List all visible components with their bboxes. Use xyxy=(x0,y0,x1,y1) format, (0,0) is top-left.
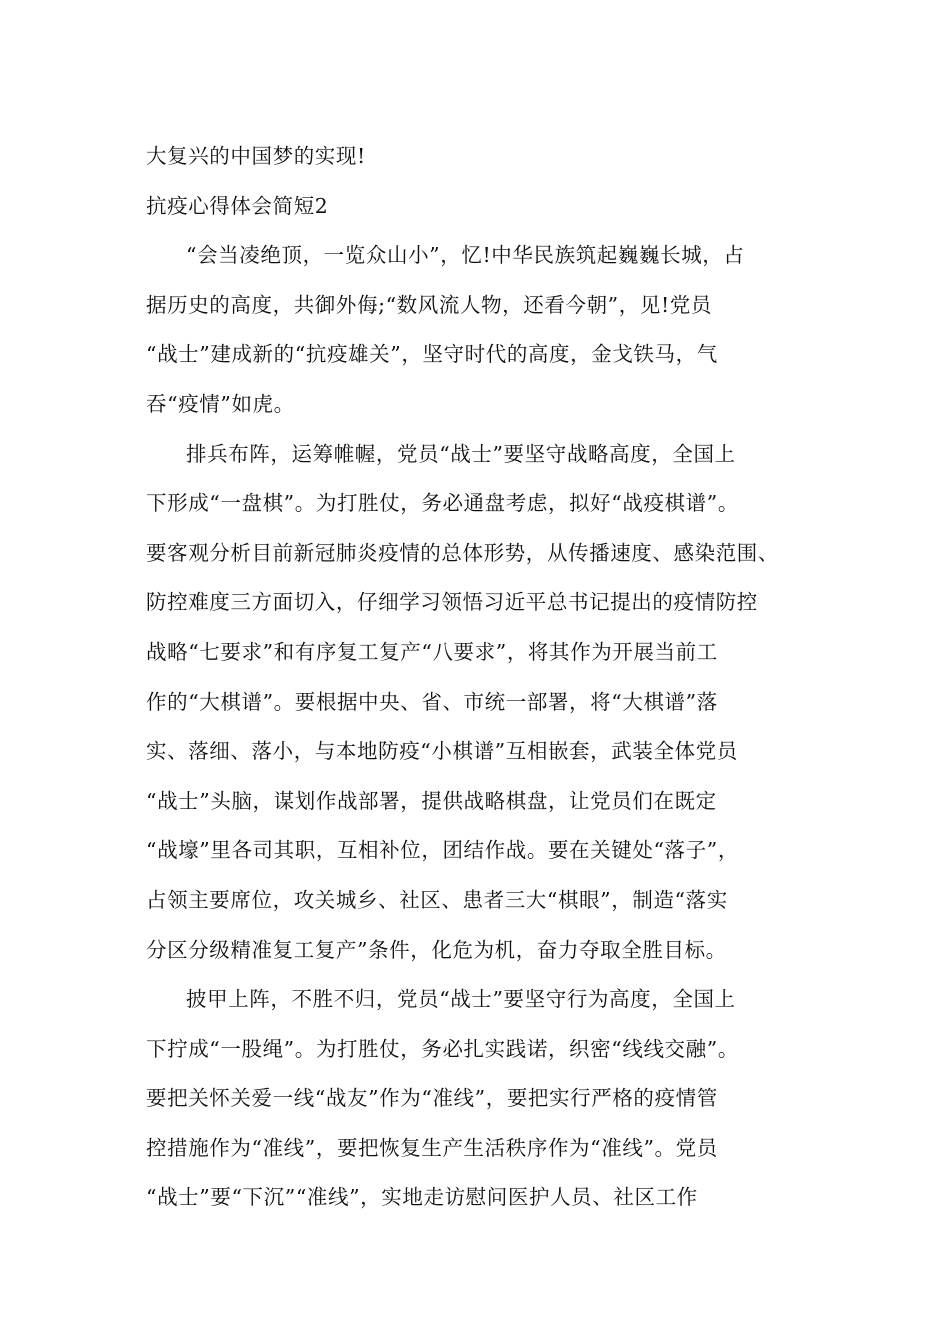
section-heading: 抗疫心得体会简短2 xyxy=(146,193,329,218)
paragraph-3-line: 要把关怀关爱一线“战友”作为“准线”，要把实行严格的疫情管 xyxy=(146,1086,718,1111)
paragraph-2-line: 防控难度三方面切入，仔细学习领悟习近平总书记提出的疫情防控 xyxy=(146,590,758,615)
paragraph-3-line: 下拧成“一股绳”。为打胜仗，务必扎实践诺，织密“线线交融”。 xyxy=(146,1036,739,1061)
paragraph-1-line: 吞“疫情”如虎。 xyxy=(146,391,295,416)
paragraph-1-line: 据历史的高度，共御外侮;“数风流人物，还看今朝”，见!党员 xyxy=(146,292,713,317)
paragraph-1-line: “战士”建成新的“抗疫雄关”，坚守时代的高度，金戈铁马，气 xyxy=(146,342,718,367)
paragraph-2-line: 战略“七要求”和有序复工复产“八要求”，将其作为开展当前工 xyxy=(146,639,718,664)
paragraph-1-line: “会当凌绝顶，一览众山小”，忆!中华民族筑起巍巍长城，占 xyxy=(186,243,745,268)
paragraph-3-line: 控措施作为“准线”，要把恢复生产生活秩序作为“准线”。党员 xyxy=(146,1135,718,1160)
paragraph-3-line: 披甲上阵，不胜不归，党员“战士”要坚守行为高度，全国上 xyxy=(186,987,736,1012)
paragraph-2-line: 实、落细、落小，与本地防疫“小棋谱”互相嵌套，武装全体党员 xyxy=(146,739,738,764)
paragraph-2-line: “战壕”里各司其职，互相补位，团结作战。要在关键处“落子”， xyxy=(146,838,739,863)
paragraph-3-line: “战士”要“下沉”“准线”，实地走访慰问医护人员、社区工作 xyxy=(146,1185,698,1210)
paragraph-2-line: 分区分级精准复工复产”条件，化危为机，奋力夺取全胜目标。 xyxy=(146,937,727,962)
text-line: 大复兴的中国梦的实现! xyxy=(146,144,366,168)
paragraph-2-line: 排兵布阵，运筹帷幄，党员“战士”要坚守战略高度，全国上 xyxy=(186,441,736,466)
paragraph-2-line: 作的“大棋谱”。要根据中央、省、市统一部署，将“大棋谱”落 xyxy=(146,689,718,714)
paragraph-2-line: “战士”头脑，谋划作战部署，提供战略棋盘，让党员们在既定 xyxy=(146,788,717,813)
paragraph-2-line: 占领主要席位，攻关城乡、社区、患者三大“棋眼”，制造“落实 xyxy=(146,887,728,912)
document-body xyxy=(146,132,816,1223)
paragraph-2-line: 要客观分析目前新冠肺炎疫情的总体形势，从传播速度、感染范围、 xyxy=(146,540,779,565)
paragraph-2-line: 下形成“一盘棋”。为打胜仗，务必通盘考虑，拟好“战疫棋谱”。 xyxy=(146,491,739,516)
